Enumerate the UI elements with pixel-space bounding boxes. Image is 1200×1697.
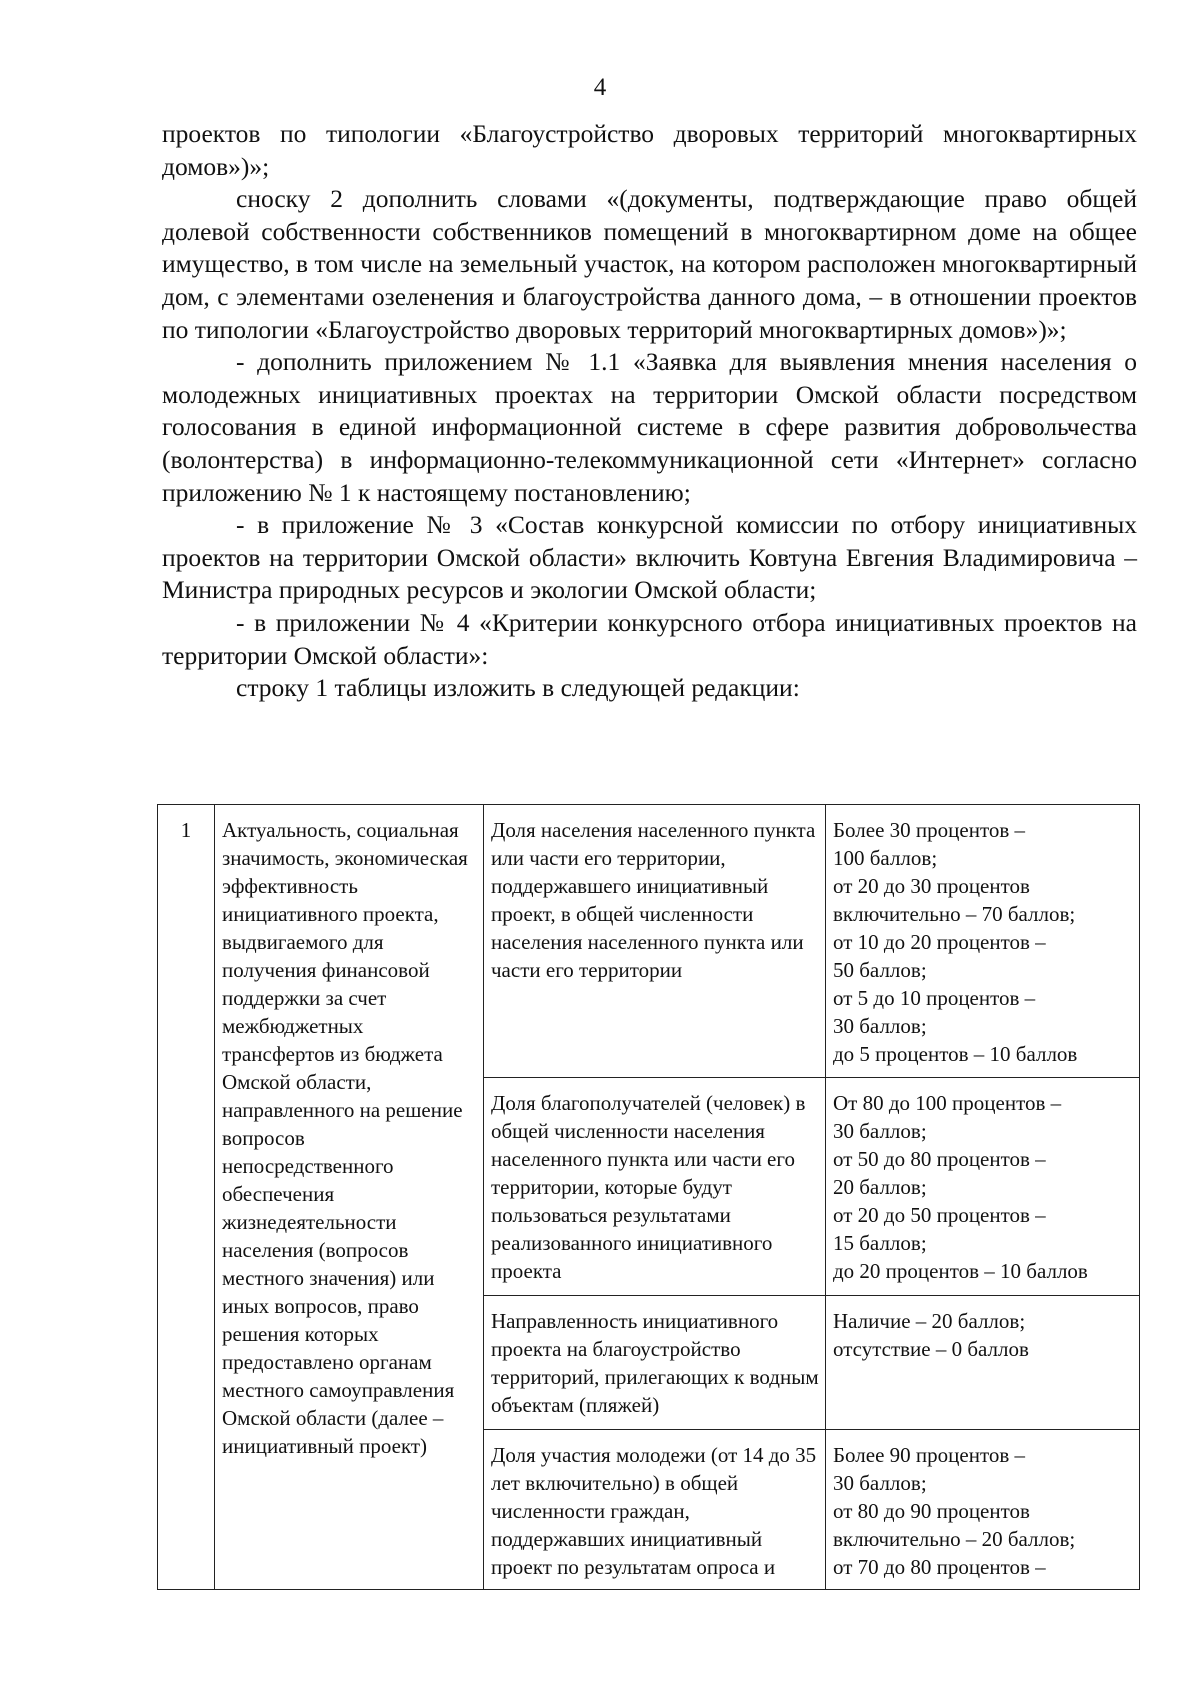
score-line: от 80 до 90 процентов (833, 1499, 1030, 1523)
scores-cell (826, 1430, 1140, 1590)
score-line: 50 баллов; (833, 958, 927, 982)
score-line: от 20 до 30 процентов (833, 874, 1030, 898)
paragraph-3: - дополнить приложением № 1.1 «Заявка для выявления мнения населения о молодежных инициативных проектах на территории Омской области посредством голосования в единой информационной системе в сфере развития добровольчества (волонтерства) в информационно-телекоммуникационной сети «Интернет» согласно приложению № 1 к настоящему постановлению; (162, 347, 1137, 507)
scores-cell (826, 1078, 1140, 1296)
criteria-table (157, 804, 1140, 1590)
score-line: до 5 процентов – 10 баллов (833, 1042, 1078, 1066)
score-line: 15 баллов; (833, 1231, 927, 1255)
indicator-cell: Доля участия молодежи (от 14 до 35 лет включительно) в общей численности граждан, поддержавших инициативный проект по результатам опроса и (484, 1430, 826, 1590)
paragraph-1: проектов по типологии «Благоустройство дворовых территорий многоквартирных домов»)»; (162, 119, 1137, 181)
score-line: 100 баллов; (833, 846, 938, 870)
score-line: от 20 до 50 процентов – (833, 1203, 1046, 1227)
score-line: 20 баллов; (833, 1175, 927, 1199)
score-line: до 20 процентов – 10 баллов (833, 1259, 1088, 1283)
score-line: 30 баллов; (833, 1471, 927, 1495)
body-text (162, 118, 1137, 705)
paragraph-4: - в приложение № 3 «Состав конкурсной комиссии по отбору инициативных проектов на территории Омской области» включить Ковтуна Евгения Владимировича – Министра природных ресурсов и экологии Омской области; (162, 510, 1137, 605)
score-line: От 80 до 100 процентов – (833, 1091, 1062, 1115)
score-line: 30 баллов; (833, 1014, 927, 1038)
paragraph-5: - в приложении № 4 «Критерии конкурсного отбора инициативных проектов на территории Омской области»: (162, 607, 1137, 670)
score-line: 30 баллов; (833, 1119, 927, 1143)
page-number: 4 (593, 74, 607, 101)
criterion-cell: Актуальность, социальная значимость, экономическая эффективность инициативного проекта, выдвигаемого для получения финансовой поддержки за счет межбюджетных трансфертов из бюджета Омской области, направленного на решение вопросов непосредственного обеспечения жизнедеятельности населения (вопросов местного значения) или иных вопросов, право решения которых предоставлено органам местного самоуправления Омской области (далее – инициативный проект) (215, 805, 484, 1590)
indicator-cell: Направленность инициативного проекта на благоустройство территорий, прилегающих к водным объектам (пляжей) (484, 1296, 826, 1430)
score-line: от 5 до 10 процентов – (833, 986, 1036, 1010)
score-line: от 50 до 80 процентов – (833, 1147, 1046, 1171)
score-line: отсутствие – 0 баллов (833, 1337, 1029, 1361)
score-line: от 70 до 80 процентов – (833, 1555, 1046, 1579)
indicator-cell: Доля населения населенного пункта или части его территории, поддержавшего инициативный проект, в общей численности населения населенного пункта или части его территории (484, 805, 826, 1078)
scores-cell (826, 1296, 1140, 1430)
indicator-cell: Доля благополучателей (человек) в общей численности населения населенного пункта или части его территории, которые будут пользоваться результатами реализованного инициативного проекта (484, 1078, 826, 1296)
scores-cell (826, 805, 1140, 1078)
table-row (158, 805, 1140, 1078)
score-line: включительно – 20 баллов; (833, 1527, 1076, 1551)
paragraph-2: сноску 2 дополнить словами «(документы, подтверждающие право общей долевой собственности собственников помещений в многоквартирном доме на общее имущество, в том числе на земельный участок, на котором расположен многоквартирный дом, с элементами озеленения и благоустройства данного дома, – в отношении проектов по типологии «Благоустройство дворовых территорий многоквартирных домов»)»; (162, 184, 1137, 344)
score-line: Наличие – 20 баллов; (833, 1309, 1026, 1333)
paragraph-6: строку 1 таблицы изложить в следующей редакции: (236, 673, 800, 703)
score-line: от 10 до 20 процентов – (833, 930, 1046, 954)
score-line: включительно – 70 баллов; (833, 902, 1076, 926)
score-line: Более 30 процентов – (833, 818, 1026, 842)
score-line: Более 90 процентов – (833, 1443, 1026, 1467)
row-number-cell: 1 (158, 805, 215, 1590)
